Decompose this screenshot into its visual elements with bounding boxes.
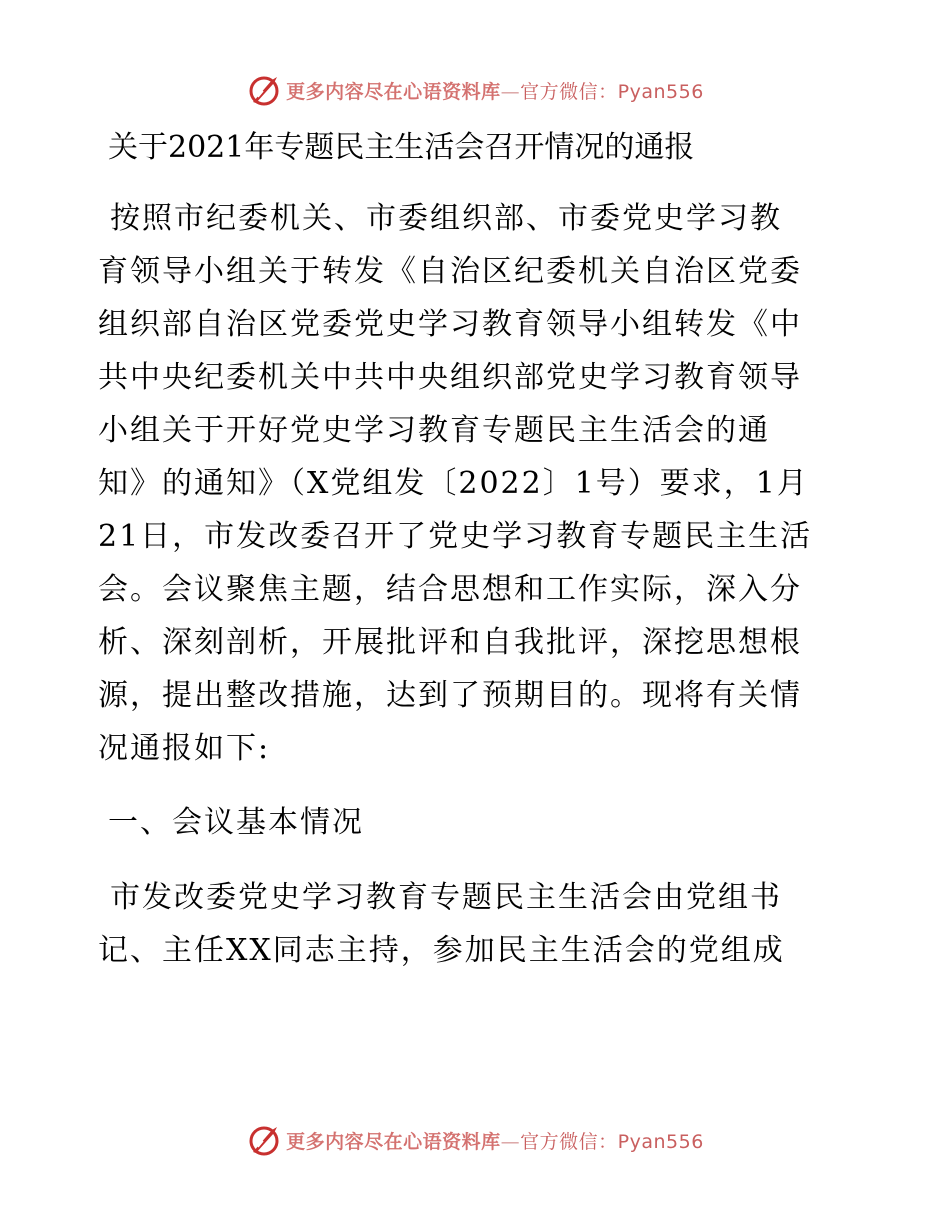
quill-pen-logo-icon (246, 72, 282, 108)
document-body (98, 118, 858, 977)
footer-brand: 更多内容尽在心语资料库 (286, 1130, 501, 1153)
paragraph-line: 源，提出整改措施，达到了预期目的。现将有关情 (98, 678, 802, 713)
footer-dash: — (500, 1130, 521, 1153)
section-heading: 一、会议基本情况 (108, 805, 364, 840)
paragraph-line: 育领导小组关于转发《自治区纪委机关自治区党委 (98, 254, 802, 289)
paragraph-meeting-info (98, 871, 858, 977)
paragraph-line: 记、主任XX同志主持，参加民主生活会的党组成 (98, 933, 785, 968)
header-dash: — (500, 80, 521, 103)
quill-pen-logo-icon (246, 1122, 282, 1158)
paragraph-line: 共中央纪委机关中共中央组织部党史学习教育领导 (98, 360, 802, 395)
paragraph-line: 市发改委党史学习教育专题民主生活会由党组书 (110, 880, 782, 915)
footer-contact: 官方微信：Pyan556 (520, 1130, 704, 1153)
paragraph-line: 组织部自治区党委党史学习教育领导小组转发《中 (98, 307, 802, 342)
paragraph-line: 析、深刻剖析，开展批评和自我批评，深挖思想根 (98, 625, 802, 660)
paragraph-line: 小组关于开好党史学习教育专题民主生活会的通 (98, 413, 770, 448)
header-brand: 更多内容尽在心语资料库 (286, 80, 501, 103)
header-watermark-banner (0, 70, 950, 110)
paragraph-intro (98, 192, 858, 775)
header-contact: 官方微信：Pyan556 (520, 80, 704, 103)
paragraph-line: 会。会议聚焦主题，结合思想和工作实际，深入分 (98, 572, 802, 607)
paragraph-line: 按照市纪委机关、市委组织部、市委党史学习教 (110, 201, 782, 236)
paragraph-line: 况通报如下: (98, 731, 271, 766)
header-watermark-text (286, 77, 704, 104)
footer-watermark-text (286, 1127, 704, 1154)
paragraph-line: 知》的通知》（X党组发〔2022〕1号）要求，1月 (98, 466, 809, 501)
paragraph-line: 21日，市发改委召开了党史学习教育专题民主生活 (98, 519, 813, 554)
document-title: 关于2021年专题民主生活会召开情况的通报 (108, 130, 695, 165)
footer-watermark-banner (0, 1120, 950, 1160)
